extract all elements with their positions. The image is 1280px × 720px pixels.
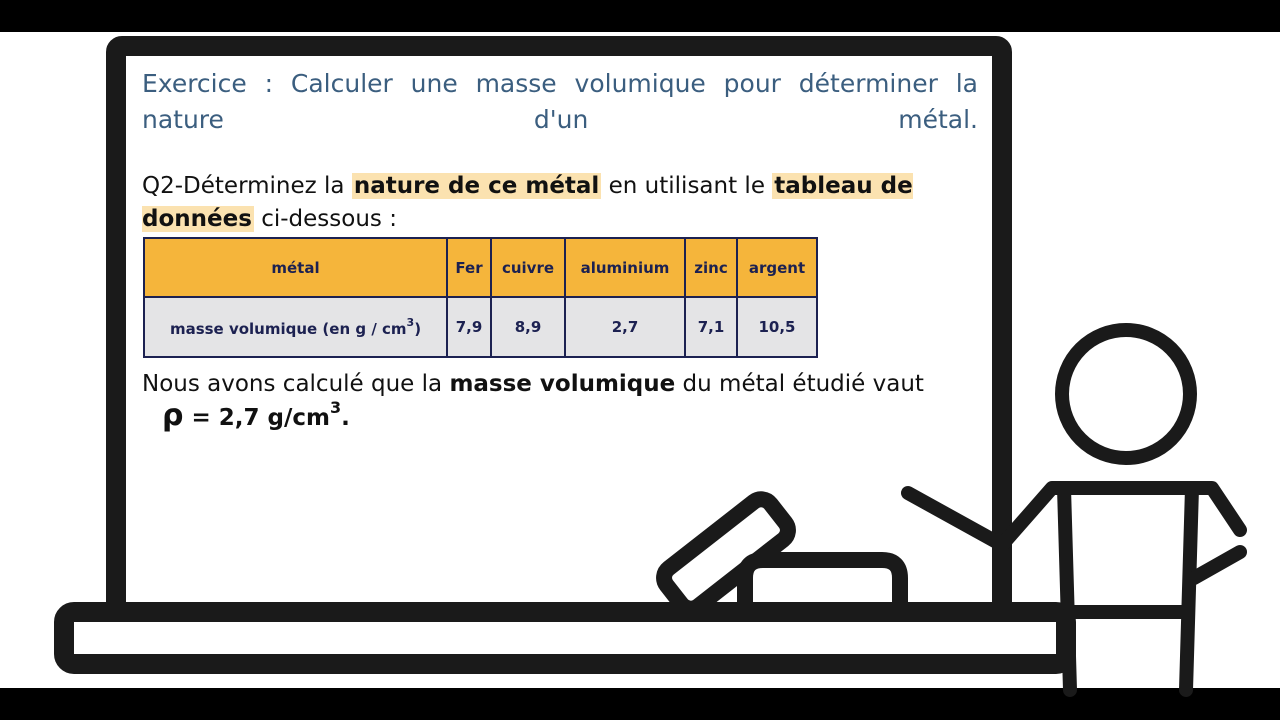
whiteboard-ledge [64,612,1066,664]
formula-text: = 2,7 g/cm [183,405,330,431]
value-cuivre: 8,9 [491,297,565,357]
row-label-exponent: 3 [406,316,415,329]
exercise-title-line1: Exercice : Calculer une masse volumique pour déterminer la [142,69,978,98]
density-formula [162,398,350,433]
question-suffix: ci-dessous : [253,206,397,232]
density-table [143,237,818,358]
header-metal-argent: argent [737,238,817,297]
header-label-cell: métal [144,238,447,297]
value-zinc: 7,1 [685,297,737,357]
table-row [144,297,817,357]
result-text [142,368,982,400]
table-header-row [144,238,817,297]
header-metal-fer: Fer [447,238,491,297]
exercise-title-line2: nature d'un métal. [142,105,978,134]
formula-exponent: 3 [330,398,342,417]
ledge-box [745,560,900,605]
exercise-title [142,66,978,138]
result-suffix: du métal étudié vaut [675,371,924,397]
result-bold: masse volumique [449,371,676,397]
value-aluminium: 2,7 [565,297,685,357]
row-label-text: masse volumique (en g / cm [169,320,407,338]
question-text [142,170,942,236]
row-label-cell [144,297,447,357]
question-prefix: Q2-Déterminez la [142,173,352,199]
value-fer: 7,9 [447,297,491,357]
question-middle: en utilisant le [601,173,773,199]
value-argent: 10,5 [737,297,817,357]
rho-symbol: ρ [162,398,184,433]
formula-end: . [341,405,350,431]
header-metal-zinc: zinc [685,238,737,297]
highlight-tableau: tableau de données [142,173,913,232]
result-prefix: Nous avons calculé que la [142,371,450,397]
header-metal-cuivre: cuivre [491,238,565,297]
row-label-close: ) [414,320,422,338]
exercise-header [142,66,978,138]
highlight-nature: nature de ce métal [353,173,600,199]
header-metal-aluminium: aluminium [565,238,685,297]
